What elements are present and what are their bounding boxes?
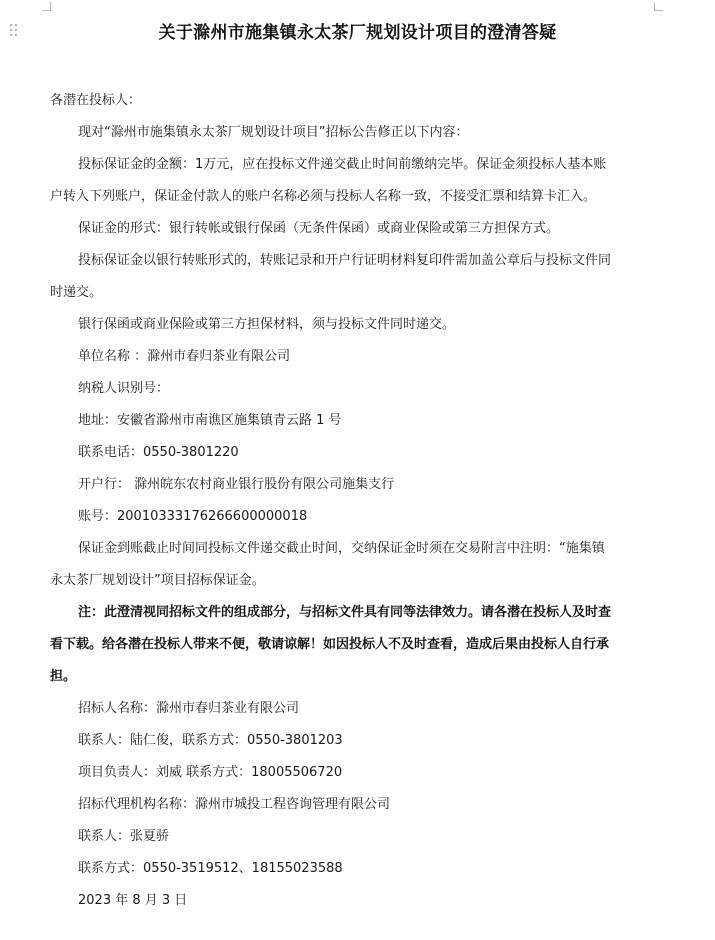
deposit-paragraph-line-2: 户转入下列账户，保证金付款人的账户名称必须与投标人名称一致，不接受汇票和结算卡汇入。	[50, 189, 597, 204]
note-paragraph-line-1: 注：此澄清视同招标文件的组成部分，与招标文件具有同等法律效力。请各潜在投标人及时查	[78, 605, 612, 620]
deadline-paragraph-line-2: 永太茶厂规划设计”项目招标保证金。	[50, 573, 265, 588]
guarantee-paragraph: 银行保函或商业保险或第三方担保材料，须与投标文件同时递交。	[78, 317, 456, 332]
transfer-paragraph-line-2: 时递交。	[50, 285, 103, 300]
agency-contact: 联系人：张夏骄	[78, 829, 170, 844]
project-lead: 项目负责人：刘威 联系方式：18005506720	[78, 765, 343, 780]
agency-name: 招标代理机构名称：滁州市城投工程咨询管理有限公司	[78, 797, 391, 812]
deposit-paragraph-line-1: 投标保证金的金额：1万元，应在投标文件递交截止时间前缴纳完毕。保证金须投标人基本账	[78, 157, 607, 172]
crop-mark-top-left	[42, 2, 51, 11]
tenderer-name: 招标人名称：滁州市春归茶业有限公司	[78, 701, 300, 716]
greeting: 各潜在投标人：	[50, 93, 142, 108]
unit-name: 单位名称 ：滁州市春归茶业有限公司	[78, 349, 291, 364]
tenderer-contact: 联系人：陆仁俊，联系方式：0550-3801203	[78, 733, 343, 748]
account-number: 账号：20010333176266600000018	[78, 509, 308, 524]
address: 地址：安徽省滁州市南谯区施集镇青云路 1 号	[78, 413, 342, 428]
contact-phone: 联系电话：0550-3801220	[78, 445, 239, 460]
document-title: 关于滁州市施集镇永太茶厂规划设计项目的澄清答疑	[158, 23, 557, 43]
note-paragraph-line-2: 看下载。给各潜在投标人带来不便，敬请谅解！如因投标人不及时查看，造成后果由投标人自行承	[50, 637, 610, 652]
deadline-paragraph-line-1: 保证金到账截止时间同投标文件递交截止时间，交纳保证金时须在交易附言中注明：“施集镇	[78, 541, 605, 556]
tax-id: 纳税人识别号：	[78, 381, 170, 396]
agency-phone: 联系方式：0550-3519512、18155023588	[78, 861, 343, 876]
note-paragraph-line-3: 担。	[50, 669, 77, 684]
crop-mark-top-right	[654, 2, 663, 11]
deposit-form-paragraph: 保证金的形式：银行转帐或银行保函（无条件保函）或商业保险或第三方担保方式。	[78, 221, 560, 236]
intro-paragraph: 现对“滁州市施集镇永太茶厂规划设计项目”招标公告修正以下内容：	[78, 125, 469, 140]
document-date: 2023 年 8 月 3 日	[78, 893, 188, 908]
transfer-paragraph-line-1: 投标保证金以银行转账形式的，转账记录和开户行证明材料复印件需加盖公章后与投标文件同	[78, 253, 612, 268]
bank: 开户行： 滁州皖东农村商业银行股份有限公司施集支行	[78, 477, 395, 492]
